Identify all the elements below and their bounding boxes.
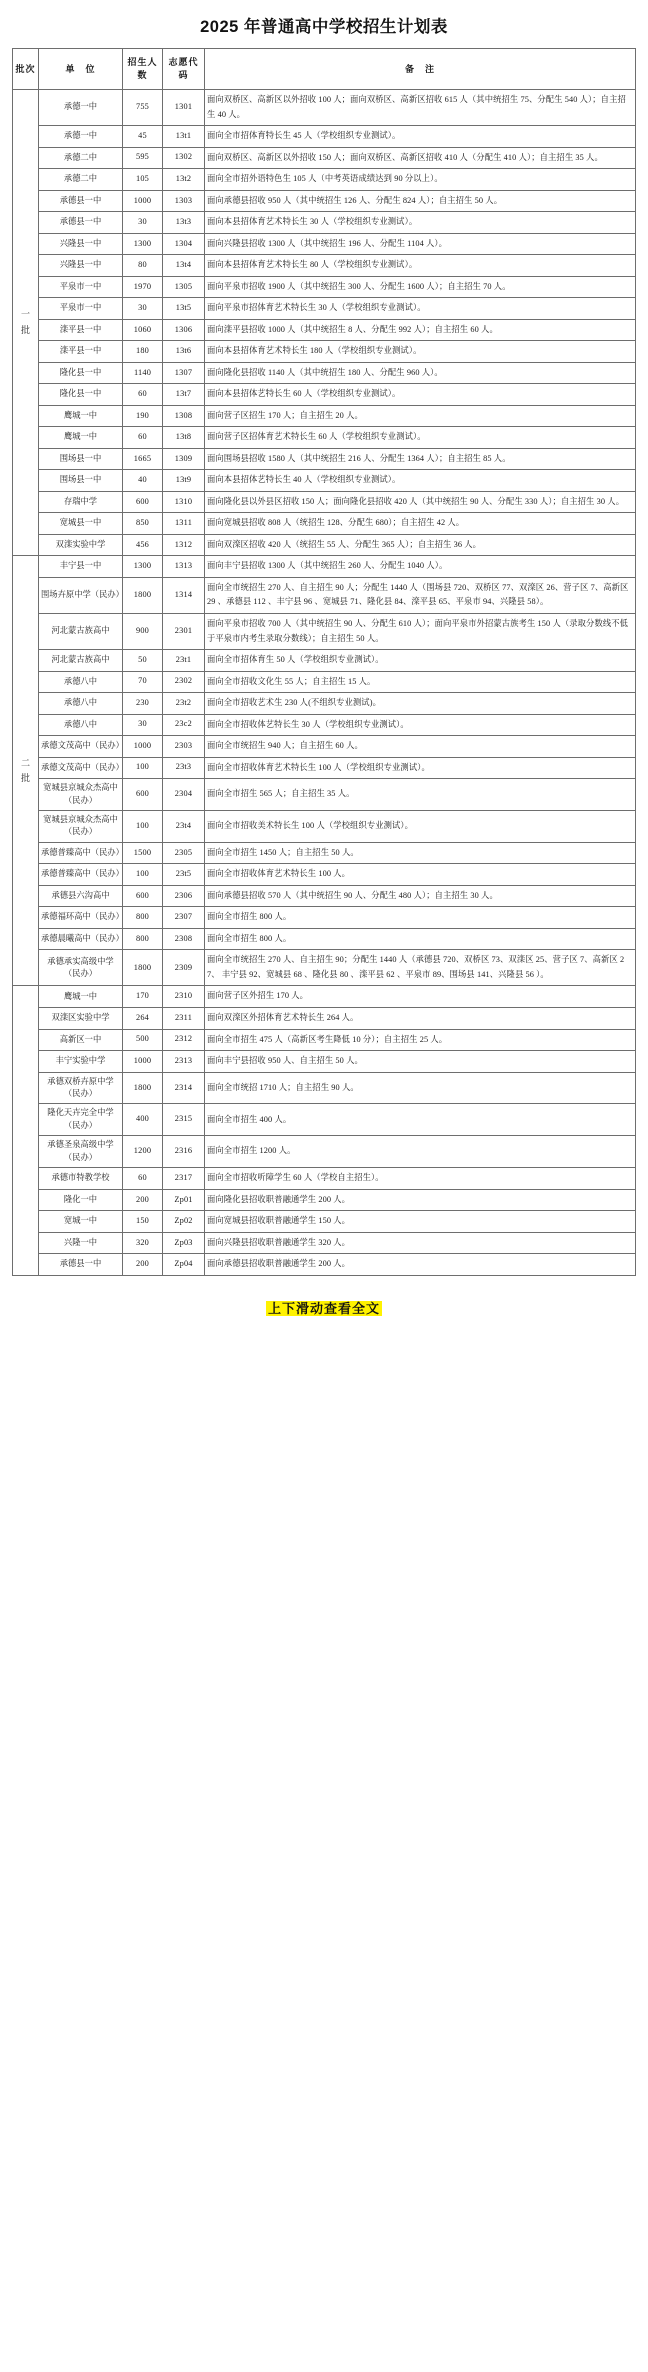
count-cell: 60 (123, 427, 163, 449)
code-cell: 1309 (163, 448, 205, 470)
code-cell: 1308 (163, 405, 205, 427)
code-cell: 2314 (163, 1072, 205, 1104)
batch-label-char: 批 (20, 324, 30, 335)
note-cell: 面向全市招生 1200 人。 (205, 1136, 636, 1168)
code-cell: 2306 (163, 885, 205, 907)
table-row (13, 885, 636, 907)
count-cell: 1500 (123, 842, 163, 864)
count-cell: 1300 (123, 556, 163, 578)
unit-cell: 承德市特教学校 (39, 1168, 123, 1190)
unit-cell: 宽城一中 (39, 1211, 123, 1233)
table-row (13, 1007, 636, 1029)
table-row (13, 405, 636, 427)
table-row (13, 341, 636, 363)
count-cell: 100 (123, 757, 163, 779)
note-cell: 面向滦平县招收 1000 人（其中统招生 8 人、分配生 992 人）；自主招生 60 人。 (205, 319, 636, 341)
unit-cell: 兴隆县一中 (39, 255, 123, 277)
unit-cell: 承德承实高级中学（民办） (39, 950, 123, 986)
code-cell: 2316 (163, 1136, 205, 1168)
note-cell: 面向全市招收文化生 55 人；自主招生 15 人。 (205, 671, 636, 693)
page-title: 2025 年普通高中学校招生计划表 (200, 18, 448, 36)
unit-cell: 承德县一中 (39, 212, 123, 234)
code-cell: 1314 (163, 577, 205, 613)
count-cell: 60 (123, 384, 163, 406)
table-row (13, 986, 636, 1008)
unit-cell: 宽城县一中 (39, 513, 123, 535)
note-cell: 面向营子区外招生 170 人。 (205, 986, 636, 1008)
note-cell: 面向承德县招收 950 人（其中统招生 126 人、分配生 824 人）；自主招生 50 人。 (205, 190, 636, 212)
note-cell: 面向隆化县招收 1140 人（其中统招生 180 人、分配生 960 人）。 (205, 362, 636, 384)
note-cell: 面向营子区招体育艺术特长生 60 人（学校组织专业测试）。 (205, 427, 636, 449)
table-body (13, 90, 636, 1276)
unit-cell: 隆化天卉完全中学（民办） (39, 1104, 123, 1136)
count-cell: 800 (123, 907, 163, 929)
table-row (13, 1072, 636, 1104)
code-cell: 13t3 (163, 212, 205, 234)
batch-label-char: 一 (20, 309, 30, 320)
count-cell: 500 (123, 1029, 163, 1051)
unit-cell: 承德文茂高中（民办） (39, 736, 123, 758)
table-row (13, 1232, 636, 1254)
column-header-unit: 单 位 (39, 49, 123, 90)
unit-cell: 围场卉原中学（民办） (39, 577, 123, 613)
unit-cell: 承德八中 (39, 671, 123, 693)
count-cell: 320 (123, 1232, 163, 1254)
count-cell: 50 (123, 650, 163, 672)
count-cell: 600 (123, 885, 163, 907)
table-row (13, 491, 636, 513)
unit-cell: 承德文茂高中（民办） (39, 757, 123, 779)
unit-cell: 兴隆一中 (39, 1232, 123, 1254)
note-cell: 面向全市统招生 270 人、自主招生 90 人；分配生 1440 人（围场县 720、双桥区 77、双滦区 26、营子区 7、高新区 29 、承德县 112 、丰宁县 96 、宽城县 71、隆化县 84、滦平县 65、平泉市 94、兴隆县 58）。 (205, 577, 636, 613)
table-row (13, 671, 636, 693)
count-cell: 190 (123, 405, 163, 427)
note-cell: 面向全市招体育特长生 45 人（学校组织专业测试）。 (205, 126, 636, 148)
code-cell: 2307 (163, 907, 205, 929)
unit-cell: 高新区一中 (39, 1029, 123, 1051)
count-cell: 1060 (123, 319, 163, 341)
unit-cell: 宽城县京城众杰高中（民办） (39, 810, 123, 842)
note-cell: 面向营子区招生 170 人；自主招生 20 人。 (205, 405, 636, 427)
table-row (13, 556, 636, 578)
note-cell: 面向承德县招收 570 人（其中统招生 90 人、分配生 480 人）；自主招生 30 人。 (205, 885, 636, 907)
table-row (13, 1051, 636, 1073)
count-cell: 1800 (123, 950, 163, 986)
code-cell: 23c2 (163, 714, 205, 736)
unit-cell: 承德八中 (39, 693, 123, 715)
count-cell: 264 (123, 1007, 163, 1029)
enrollment-plan-table (12, 48, 636, 1276)
count-cell: 755 (123, 90, 163, 126)
count-cell: 1000 (123, 736, 163, 758)
unit-cell: 宽城县京城众杰高中（民办） (39, 779, 123, 811)
table-row (13, 255, 636, 277)
note-cell: 面向全市招生 800 人。 (205, 907, 636, 929)
note-cell: 面向本县招体育艺术特长生 30 人（学校组织专业测试）。 (205, 212, 636, 234)
unit-cell: 鹰城一中 (39, 986, 123, 1008)
column-header-count: 招生人数 (123, 49, 163, 90)
code-cell: Zp04 (163, 1254, 205, 1276)
table-row (13, 448, 636, 470)
note-cell: 面向平泉市招体育艺术特长生 30 人（学校组织专业测试）。 (205, 298, 636, 320)
code-cell: 1307 (163, 362, 205, 384)
note-cell: 面向全市招体育生 50 人（学校组织专业测试）。 (205, 650, 636, 672)
unit-cell: 鹰城一中 (39, 427, 123, 449)
count-cell: 200 (123, 1189, 163, 1211)
count-cell: 45 (123, 126, 163, 148)
count-cell: 170 (123, 986, 163, 1008)
code-cell: 1312 (163, 534, 205, 556)
count-cell: 150 (123, 1211, 163, 1233)
code-cell: 13t2 (163, 169, 205, 191)
note-cell: 面向双桥区、高新区以外招收 150 人；面向双桥区、高新区招收 410 人（分配生 410 人）；自主招生 35 人。 (205, 147, 636, 169)
note-cell: 面向全市招生 565 人；自主招生 35 人。 (205, 779, 636, 811)
unit-cell: 滦平县一中 (39, 319, 123, 341)
code-cell: 1310 (163, 491, 205, 513)
table-row (13, 693, 636, 715)
note-cell: 面向双滦区外招体育艺术特长生 264 人。 (205, 1007, 636, 1029)
column-header-batch: 批次 (13, 49, 39, 90)
count-cell: 456 (123, 534, 163, 556)
code-cell: 1311 (163, 513, 205, 535)
code-cell: 13t4 (163, 255, 205, 277)
table-row (13, 950, 636, 986)
note-cell: 面向宽城县招收 808 人（统招生 128、分配生 680）；自主招生 42 人。 (205, 513, 636, 535)
count-cell: 180 (123, 341, 163, 363)
note-cell: 面向全市招生 475 人（高新区考生降低 10 分）；自主招生 25 人。 (205, 1029, 636, 1051)
unit-cell: 河北蒙古族高中 (39, 650, 123, 672)
code-cell: 2309 (163, 950, 205, 986)
note-cell: 面向兴隆县招收职普融通学生 320 人。 (205, 1232, 636, 1254)
unit-cell: 河北蒙古族高中 (39, 613, 123, 649)
unit-cell: 承德县一中 (39, 1254, 123, 1276)
unit-cell: 承德一中 (39, 90, 123, 126)
code-cell: 13t8 (163, 427, 205, 449)
unit-cell: 承德晨曦高中（民办） (39, 928, 123, 950)
table-row (13, 384, 636, 406)
table-row (13, 212, 636, 234)
code-cell: 2311 (163, 1007, 205, 1029)
table-row (13, 1189, 636, 1211)
note-cell: 面向全市统招 1710 人；自主招生 90 人。 (205, 1072, 636, 1104)
note-cell: 面向本县招体育艺术特长生 180 人（学校组织专业测试）。 (205, 341, 636, 363)
table-row (13, 1104, 636, 1136)
unit-cell: 承德二中 (39, 169, 123, 191)
column-header-note: 备 注 (205, 49, 636, 90)
code-cell: 2313 (163, 1051, 205, 1073)
table-row (13, 1254, 636, 1276)
note-cell: 面向本县招体艺特长生 40 人（学校组织专业测试）。 (205, 470, 636, 492)
code-cell: Zp02 (163, 1211, 205, 1233)
code-cell: 23t3 (163, 757, 205, 779)
code-cell: 13t7 (163, 384, 205, 406)
code-cell: 1301 (163, 90, 205, 126)
note-cell: 面向隆化县以外县区招收 150 人；面向隆化县招收 420 人（其中统招生 90 人、分配生 330 人）；自主招生 30 人。 (205, 491, 636, 513)
count-cell: 1800 (123, 1072, 163, 1104)
unit-cell: 承德一中 (39, 126, 123, 148)
note-cell: 面向双滦区招收 420 人（统招生 55 人、分配生 365 人）；自主招生 36 人。 (205, 534, 636, 556)
count-cell: 100 (123, 810, 163, 842)
code-cell: 2310 (163, 986, 205, 1008)
note-cell: 面向全市统招生 270 人、自主招生 90；分配生 1440 人（承德县 720、双桥区 73、双滦区 25、营子区 7、高新区 27、 丰宁县 92、宽城县 68 、隆化县 80 、滦平县 62 、平泉市 89、围场县 141、兴隆县 56 ）。 (205, 950, 636, 986)
note-cell: 面向全市招生 400 人。 (205, 1104, 636, 1136)
count-cell: 400 (123, 1104, 163, 1136)
table-header-row (13, 49, 636, 90)
code-cell: 13t6 (163, 341, 205, 363)
note-cell: 面向宽城县招收职普融通学生 150 人。 (205, 1211, 636, 1233)
note-cell: 面向隆化县招收职普融通学生 200 人。 (205, 1189, 636, 1211)
code-cell: 23t1 (163, 650, 205, 672)
note-cell: 面向承德县招收职普融通学生 200 人。 (205, 1254, 636, 1276)
unit-cell: 存瑞中学 (39, 491, 123, 513)
count-cell: 600 (123, 491, 163, 513)
table-row (13, 534, 636, 556)
table-row (13, 362, 636, 384)
count-cell: 1800 (123, 577, 163, 613)
code-cell: 1302 (163, 147, 205, 169)
code-cell: 2302 (163, 671, 205, 693)
table-row (13, 928, 636, 950)
table-row (13, 736, 636, 758)
count-cell: 900 (123, 613, 163, 649)
note-cell: 面向全市招收艺术生 230 人(不组织专业测试)。 (205, 693, 636, 715)
unit-cell: 丰宁县一中 (39, 556, 123, 578)
note-cell: 面向兴隆县招收 1300 人（其中统招生 196 人、分配生 1104 人）。 (205, 233, 636, 255)
unit-cell: 隆化县一中 (39, 384, 123, 406)
count-cell: 60 (123, 1168, 163, 1190)
code-cell: 1304 (163, 233, 205, 255)
table-row (13, 810, 636, 842)
count-cell: 1200 (123, 1136, 163, 1168)
code-cell: 13t9 (163, 470, 205, 492)
footer-note-text: 上下滑动查看全文 (267, 1300, 380, 1316)
note-cell: 面向全市招收体艺特长生 30 人（学校组织专业测试）。 (205, 714, 636, 736)
count-cell: 30 (123, 298, 163, 320)
code-cell: 1303 (163, 190, 205, 212)
code-cell: 2304 (163, 779, 205, 811)
count-cell: 1970 (123, 276, 163, 298)
table-row (13, 842, 636, 864)
count-cell: 30 (123, 714, 163, 736)
note-cell: 面向全市招生 800 人。 (205, 928, 636, 950)
batch-cell (13, 90, 39, 556)
unit-cell: 平泉市一中 (39, 298, 123, 320)
unit-cell: 承德八中 (39, 714, 123, 736)
count-cell: 70 (123, 671, 163, 693)
footer-note (12, 1276, 636, 1324)
note-cell: 面向全市招外语特色生 105 人（中考英语成绩达到 90 分以上）。 (205, 169, 636, 191)
count-cell: 80 (123, 255, 163, 277)
count-cell: 1000 (123, 1051, 163, 1073)
unit-cell: 兴隆县一中 (39, 233, 123, 255)
count-cell: 800 (123, 928, 163, 950)
table-row (13, 864, 636, 886)
unit-cell: 承德普臻高中（民办） (39, 864, 123, 886)
table-row (13, 233, 636, 255)
code-cell: 13t1 (163, 126, 205, 148)
table-row (13, 613, 636, 649)
code-cell: 1306 (163, 319, 205, 341)
table-row (13, 126, 636, 148)
unit-cell: 承德普臻高中（民办） (39, 842, 123, 864)
unit-cell: 双滦区实验中学 (39, 1007, 123, 1029)
note-cell: 面向本县招体育艺术特长生 80 人（学校组织专业测试）。 (205, 255, 636, 277)
count-cell: 230 (123, 693, 163, 715)
table-row (13, 513, 636, 535)
table-row (13, 90, 636, 126)
code-cell: 1305 (163, 276, 205, 298)
table-row (13, 577, 636, 613)
table-header (13, 49, 636, 90)
note-cell: 面向全市招收体育艺术特长生 100 人（学校组织专业测试）。 (205, 757, 636, 779)
batch-cell (13, 556, 39, 986)
table-row (13, 650, 636, 672)
unit-cell: 承德二中 (39, 147, 123, 169)
note-cell: 面向全市招生 1450 人；自主招生 50 人。 (205, 842, 636, 864)
note-cell: 面向全市招收体育艺术特长生 100 人。 (205, 864, 636, 886)
table-row (13, 470, 636, 492)
note-cell: 面向全市统招生 940 人；自主招生 60 人。 (205, 736, 636, 758)
table-row (13, 907, 636, 929)
code-cell: 2317 (163, 1168, 205, 1190)
table-row (13, 427, 636, 449)
unit-cell: 隆化县一中 (39, 362, 123, 384)
table-row (13, 298, 636, 320)
table-row (13, 757, 636, 779)
count-cell: 100 (123, 864, 163, 886)
count-cell: 1000 (123, 190, 163, 212)
count-cell: 200 (123, 1254, 163, 1276)
code-cell: 23t2 (163, 693, 205, 715)
count-cell: 105 (123, 169, 163, 191)
table-row (13, 276, 636, 298)
unit-cell: 承德县一中 (39, 190, 123, 212)
code-cell: 1313 (163, 556, 205, 578)
unit-cell: 承德双桥卉原中学（民办） (39, 1072, 123, 1104)
note-cell: 面向全市招收美术特长生 100 人（学校组织专业测试）。 (205, 810, 636, 842)
table-row (13, 779, 636, 811)
unit-cell: 承德圣泉高级中学（民办） (39, 1136, 123, 1168)
code-cell: 2308 (163, 928, 205, 950)
count-cell: 850 (123, 513, 163, 535)
table-row (13, 714, 636, 736)
code-cell: Zp01 (163, 1189, 205, 1211)
count-cell: 1300 (123, 233, 163, 255)
unit-cell: 滦平县一中 (39, 341, 123, 363)
column-header-code: 志愿代码 (163, 49, 205, 90)
unit-cell: 承德县六沟高中 (39, 885, 123, 907)
note-cell: 面向丰宁县招收 1300 人（其中统招生 260 人、分配生 1040 人）。 (205, 556, 636, 578)
batch-cell (13, 986, 39, 1275)
note-cell: 面向丰宁县招收 950 人、自主招生 50 人。 (205, 1051, 636, 1073)
code-cell: 23t4 (163, 810, 205, 842)
table-row (13, 1029, 636, 1051)
code-cell: 2315 (163, 1104, 205, 1136)
batch-label-char: 二 (20, 757, 30, 768)
note-cell: 面向平泉市招收 700 人（其中统招生 90 人、分配生 610 人）；面向平泉市外招蒙古族考生 150 人（录取分数线不低于平泉市内考生录取分数线）；自主招生 50 人。 (205, 613, 636, 649)
table-row (13, 1168, 636, 1190)
unit-cell: 隆化一中 (39, 1189, 123, 1211)
note-cell: 面向平泉市招收 1900 人（其中统招生 300 人、分配生 1600 人）；自主招生 70 人。 (205, 276, 636, 298)
note-cell: 面向本县招体艺特长生 60 人（学校组织专业测试）。 (205, 384, 636, 406)
unit-cell: 双滦实验中学 (39, 534, 123, 556)
unit-cell: 鹰城一中 (39, 405, 123, 427)
code-cell: 23t5 (163, 864, 205, 886)
unit-cell: 围场县一中 (39, 470, 123, 492)
table-row (13, 1136, 636, 1168)
note-cell: 面向全市招收听障学生 60 人（学校自主招生）。 (205, 1168, 636, 1190)
unit-cell: 平泉市一中 (39, 276, 123, 298)
note-cell: 面向双桥区、高新区以外招收 100 人；面向双桥区、高新区招收 615 人（其中统招生 75、分配生 540 人）；自主招生 40 人。 (205, 90, 636, 126)
code-cell: 13t5 (163, 298, 205, 320)
code-cell: 2303 (163, 736, 205, 758)
code-cell: 2305 (163, 842, 205, 864)
note-cell: 面向围场县招收 1580 人（其中统招生 216 人、分配生 1364 人）；自主招生 85 人。 (205, 448, 636, 470)
table-row (13, 319, 636, 341)
table-row (13, 1211, 636, 1233)
unit-cell: 围场县一中 (39, 448, 123, 470)
batch-label-char: 批 (20, 772, 30, 783)
code-cell: 2301 (163, 613, 205, 649)
count-cell: 600 (123, 779, 163, 811)
code-cell: 2312 (163, 1029, 205, 1051)
unit-cell: 丰宁实验中学 (39, 1051, 123, 1073)
unit-cell: 承德福环高中（民办） (39, 907, 123, 929)
count-cell: 40 (123, 470, 163, 492)
count-cell: 1140 (123, 362, 163, 384)
table-row (13, 147, 636, 169)
code-cell: Zp03 (163, 1232, 205, 1254)
count-cell: 30 (123, 212, 163, 234)
table-row (13, 169, 636, 191)
count-cell: 1665 (123, 448, 163, 470)
count-cell: 595 (123, 147, 163, 169)
table-row (13, 190, 636, 212)
